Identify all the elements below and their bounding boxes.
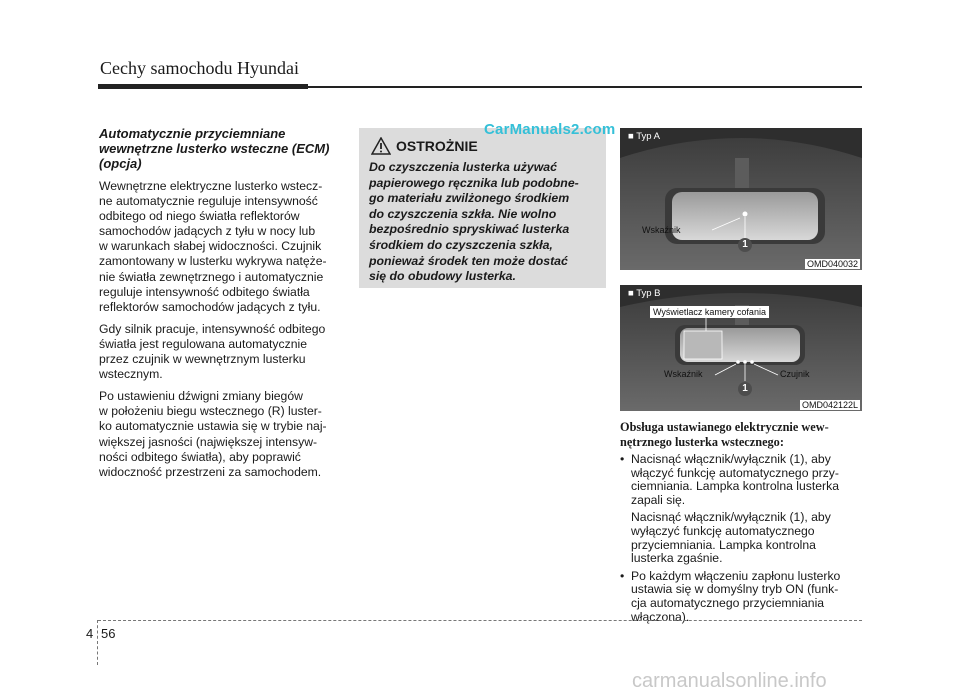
text-line: reguluje intensywność odbitego światła bbox=[99, 284, 310, 299]
caution-box bbox=[359, 128, 606, 288]
camera-display-label: Wyświetlacz kamery cofania bbox=[650, 306, 769, 318]
text-line: ne automatycznie reguluje intensywność bbox=[99, 194, 318, 209]
text-line: lusterka zgaśnie. bbox=[631, 551, 723, 566]
figure-type-label: ■ Typ B bbox=[628, 288, 661, 299]
text-line: zapali się. bbox=[631, 492, 686, 507]
paragraph-intro bbox=[99, 179, 339, 315]
left-column bbox=[99, 126, 339, 487]
text-line: Do czyszczenia lusterka używać bbox=[369, 160, 557, 174]
heading-line: Obsługa ustawianego elektrycznie wew- bbox=[620, 420, 829, 434]
chapter-number: 4 bbox=[86, 626, 94, 641]
text-line: cja automatycznego przyciemniania bbox=[631, 595, 825, 610]
indicator-label: Wskaźnik bbox=[642, 225, 681, 235]
text-line: w położeniu biegu wstecznego (R) luster- bbox=[99, 404, 322, 419]
text-line: włączona). bbox=[631, 609, 690, 624]
text-line: wyłączyć funkcję automatycznego bbox=[631, 523, 815, 538]
text-line: zamontowany w lusterku wykrywa natęże- bbox=[99, 254, 327, 269]
sensor-label: Czujnik bbox=[780, 369, 810, 379]
caution-title bbox=[371, 137, 478, 155]
text-line: w warunkach słabej widoczności. Czujnik bbox=[99, 239, 322, 254]
bullet-item bbox=[620, 453, 862, 507]
bullet-item bbox=[620, 570, 862, 624]
right-column bbox=[620, 420, 862, 628]
page-number: 56 bbox=[101, 626, 116, 641]
callout-number: 1 bbox=[738, 382, 752, 396]
text-line: Po każdym włączeniu zapłonu lusterko bbox=[631, 568, 841, 583]
text-line: go materiału zwilżonego środkiem bbox=[369, 191, 570, 206]
paragraph-reverse bbox=[99, 389, 339, 480]
text-line: Nacisnąć włącznik/wyłącznik (1), aby bbox=[631, 510, 831, 525]
text-line: ności odbitego światła), aby poprawić bbox=[99, 449, 301, 464]
text-line: do czyszczenia szkła. Nie wolno bbox=[369, 206, 557, 221]
text-line: Nacisnąć włącznik/wyłącznik (1), aby bbox=[631, 452, 831, 466]
indicator-label: Wskaźnik bbox=[664, 369, 703, 379]
footer-divider bbox=[97, 620, 98, 665]
caution-title-text: OSTROŻNIE bbox=[396, 138, 478, 154]
text-line: samochodów jadących z tyłu w nocy lub bbox=[99, 224, 316, 239]
warning-triangle-icon bbox=[371, 137, 391, 155]
section-heading bbox=[99, 126, 339, 171]
text-line: się do obudowy lusterka. bbox=[369, 269, 516, 284]
figure-mirror-type-a bbox=[620, 128, 862, 270]
bullet-symbol: • bbox=[620, 452, 625, 466]
figure-type-label: ■ Typ A bbox=[628, 131, 660, 142]
text-line: reflektorów samochodów jadących z tyłu. bbox=[99, 299, 321, 314]
text-line: wstecznym. bbox=[99, 367, 163, 382]
text-line: przyciemniania. Lampka kontrolna bbox=[631, 537, 816, 552]
bullet-subparagraph bbox=[620, 511, 862, 565]
figure-mirror-type-b bbox=[620, 285, 862, 411]
text-line: odbitego od niego światła reflektorów bbox=[99, 209, 300, 224]
text-line: włączyć funkcję automatycznego przy- bbox=[631, 465, 839, 480]
text-line: Wewnętrzne elektryczne lusterko wstecz- bbox=[99, 179, 323, 193]
figure-code: OMD042122L bbox=[801, 400, 858, 410]
caution-body bbox=[369, 160, 601, 285]
figure-code: OMD040032 bbox=[806, 259, 858, 269]
text-line: Po ustawieniu dźwigni zmiany biegów bbox=[99, 389, 303, 404]
text-line: przez czujnik w wewnętrznym lusterku bbox=[99, 352, 306, 367]
text-line: nie światła zewnętrznego i automatycznie bbox=[99, 269, 324, 284]
footer-rule bbox=[98, 620, 862, 621]
text-line: ustawia się w domyślny tryb ON (funk- bbox=[631, 582, 839, 597]
text-line: środkiem do czyszczenia szkła, bbox=[369, 237, 553, 252]
heading-line: (opcja) bbox=[99, 156, 142, 171]
header-rule bbox=[98, 86, 862, 88]
footer-site-watermark: carmanualsonline.info bbox=[632, 670, 827, 692]
heading-line: wewnętrzne lusterko wsteczne (ECM) bbox=[99, 141, 330, 156]
text-line: widoczność przestrzeni za samochodem. bbox=[99, 464, 322, 479]
text-line: papierowego ręcznika lub podobne- bbox=[369, 175, 579, 190]
text-line: ko automatycznie ustawia się w trybie naj- bbox=[99, 419, 327, 434]
page-header-title: Cechy samochodu Hyundai bbox=[100, 58, 299, 78]
section-heading bbox=[620, 420, 862, 450]
callout-number: 1 bbox=[738, 238, 752, 252]
heading-line: nętrznego lusterka wstecznego: bbox=[620, 435, 784, 449]
paragraph-engine bbox=[99, 322, 339, 382]
text-line: ciemniania. Lampka kontrolna lusterka bbox=[631, 479, 839, 494]
text-line: światła jest regulowana automatycznie bbox=[99, 336, 307, 351]
text-line: Gdy silnik pracuje, intensywność odbitego bbox=[99, 321, 326, 336]
watermark-logo: CarManuals2.com bbox=[484, 121, 616, 138]
text-line: bezpośrednio spryskiwać lusterka bbox=[369, 222, 570, 237]
bullet-symbol: • bbox=[620, 568, 625, 583]
text-line: większej jasności (największej intensyw- bbox=[99, 434, 318, 449]
heading-line: Automatycznie przyciemniane bbox=[99, 126, 286, 141]
text-line: ponieważ środek ten może dostać bbox=[369, 253, 568, 268]
